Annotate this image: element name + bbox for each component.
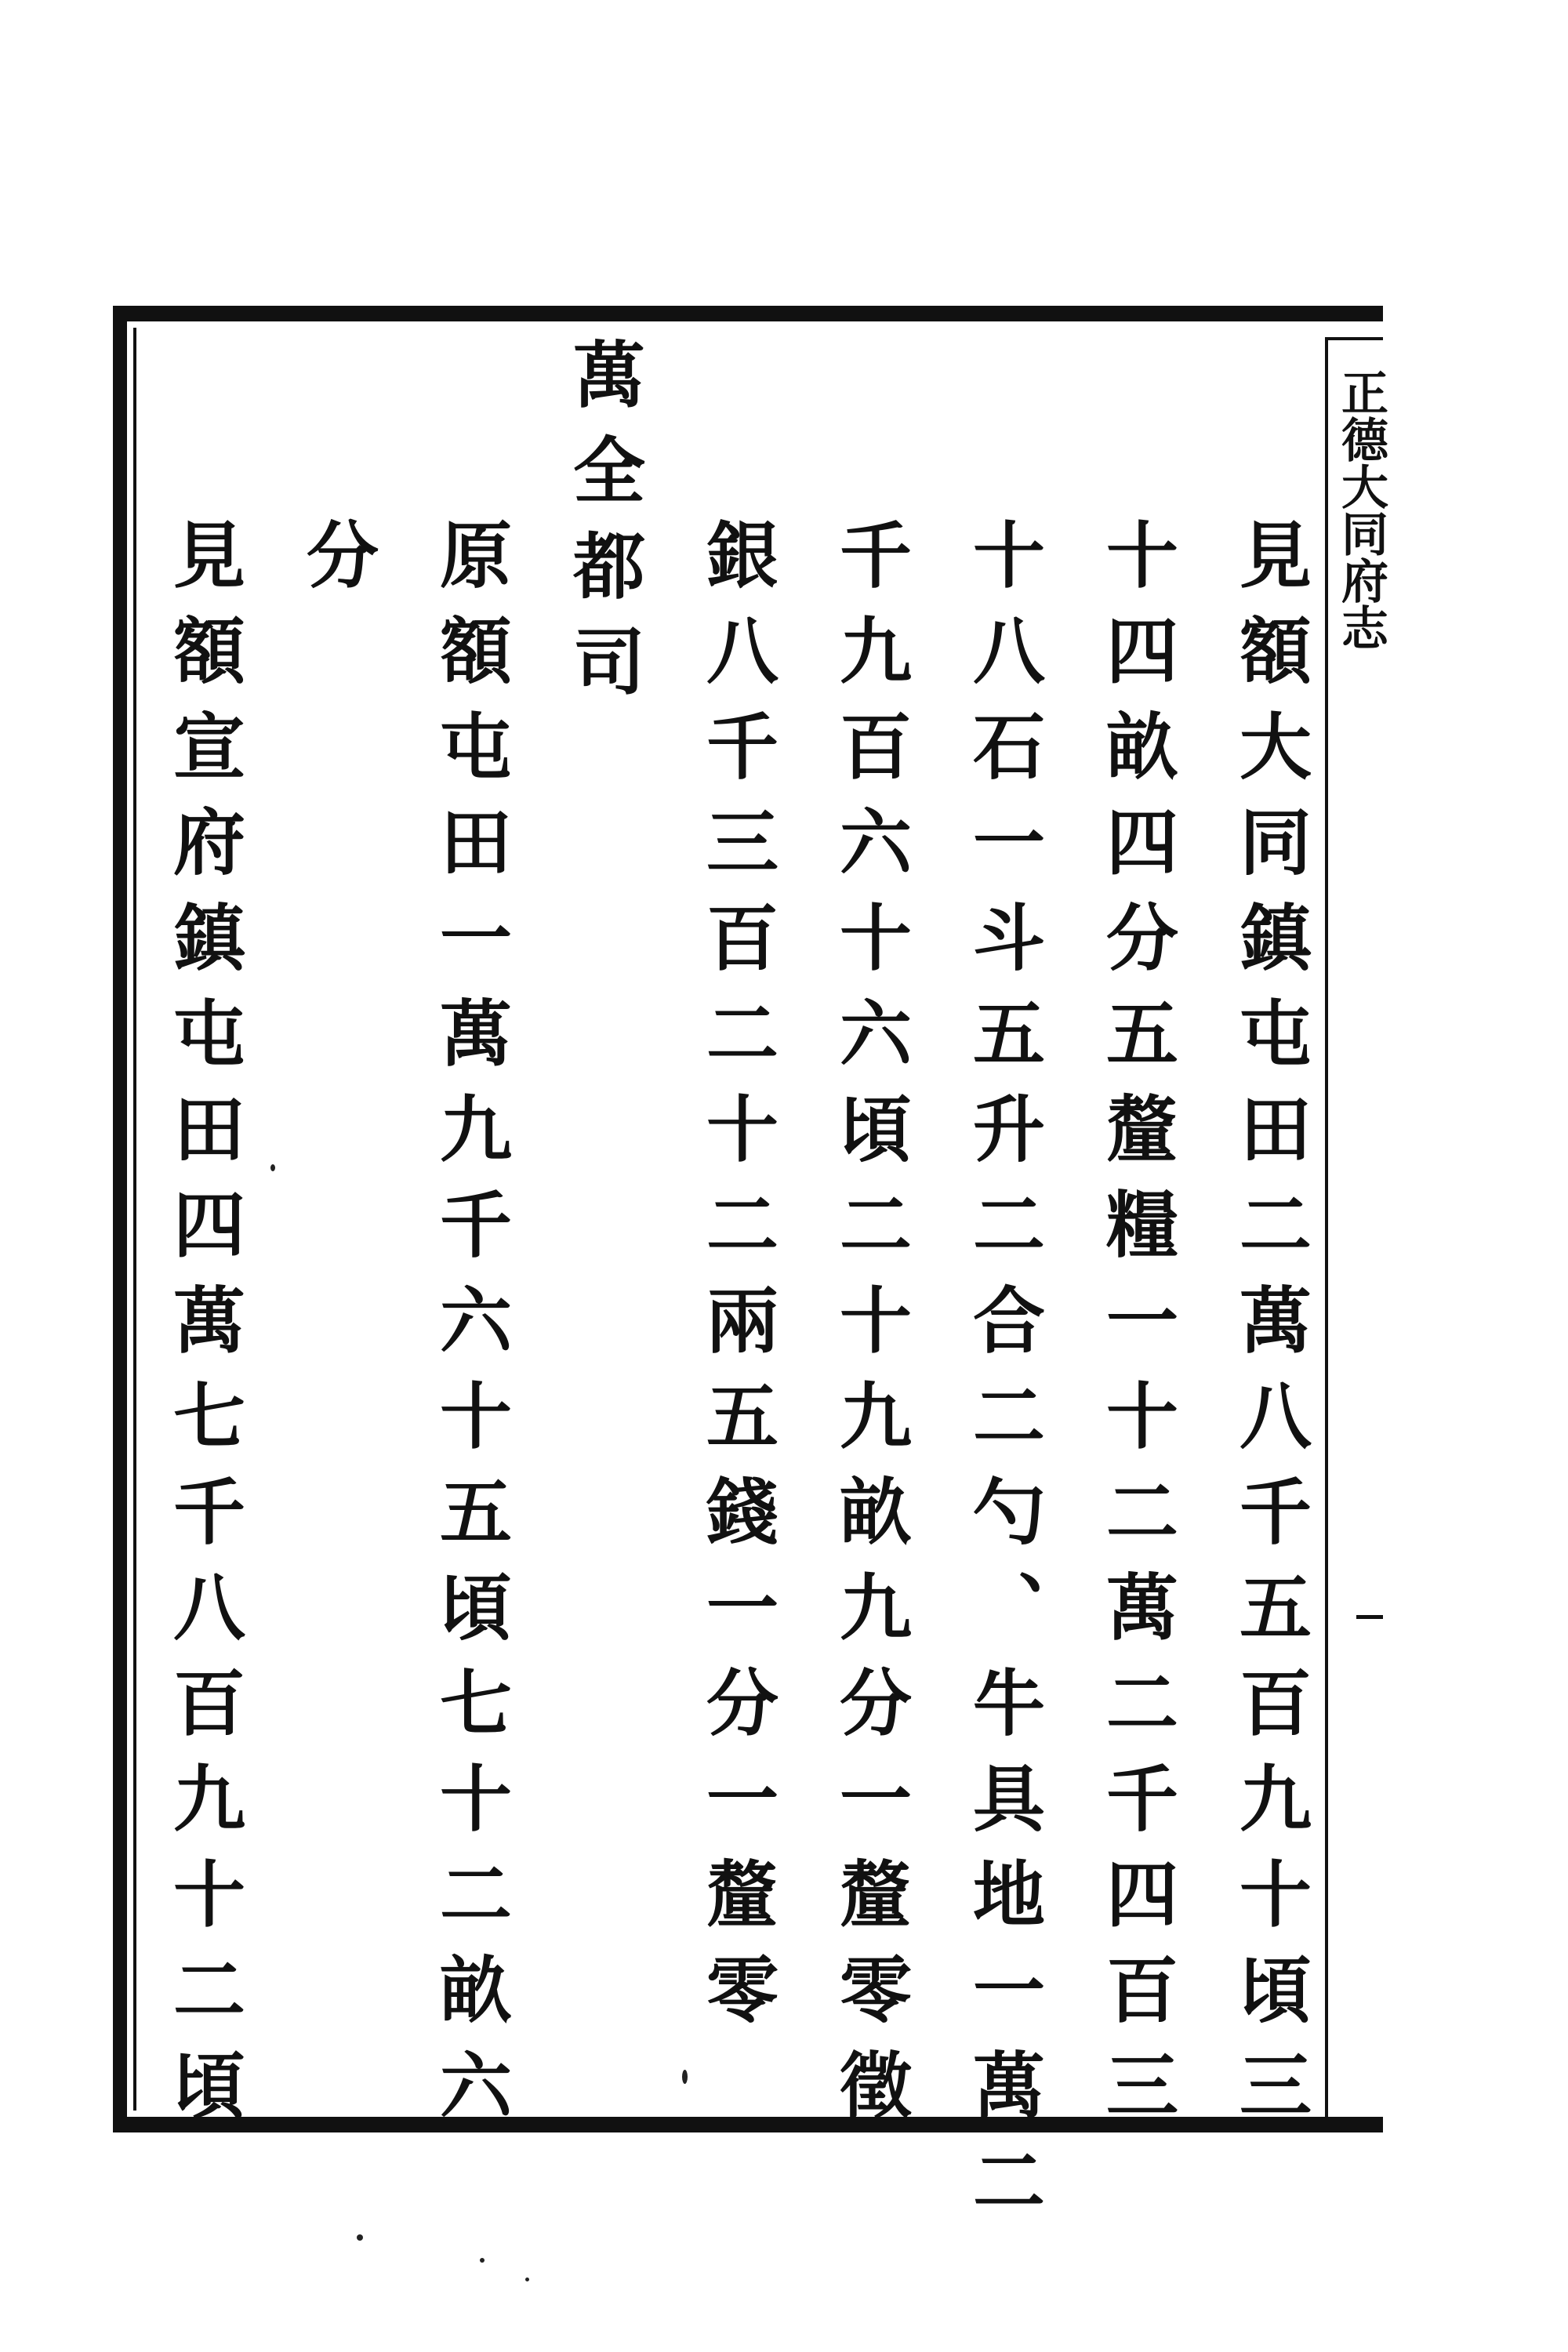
text-column-1: 見額大同鎮屯田二萬八千五百九十頃三 xyxy=(1228,517,1312,2143)
fold-tick-mark xyxy=(1356,1615,1383,1619)
text-column-2: 十四畝四分五釐糧一十二萬二千四百三 xyxy=(1094,517,1179,2143)
text-column-3: 十八石一斗五升二合二勺、牛具地一萬二 xyxy=(961,517,1046,2239)
margin-rule-top xyxy=(1325,337,1383,340)
margin-header-title: 正德大同府志 xyxy=(1334,368,1388,651)
text-column-6-heading: 萬全都司 xyxy=(561,337,646,720)
text-column-7: 原額屯田一萬九千六十五頃七十二畝六 xyxy=(428,517,513,2143)
text-column-5: 銀八千三百二十二兩五錢一分一釐零 xyxy=(695,517,779,2048)
text-column-8: 分 xyxy=(295,517,379,613)
margin-rule xyxy=(1325,337,1328,2117)
text-column-4: 千九百六十六頃二十九畝九分一釐零徵 xyxy=(828,517,913,2143)
text-column-9: 見額宣府鎮屯田四萬七千八百九十二頃 xyxy=(162,517,246,2143)
